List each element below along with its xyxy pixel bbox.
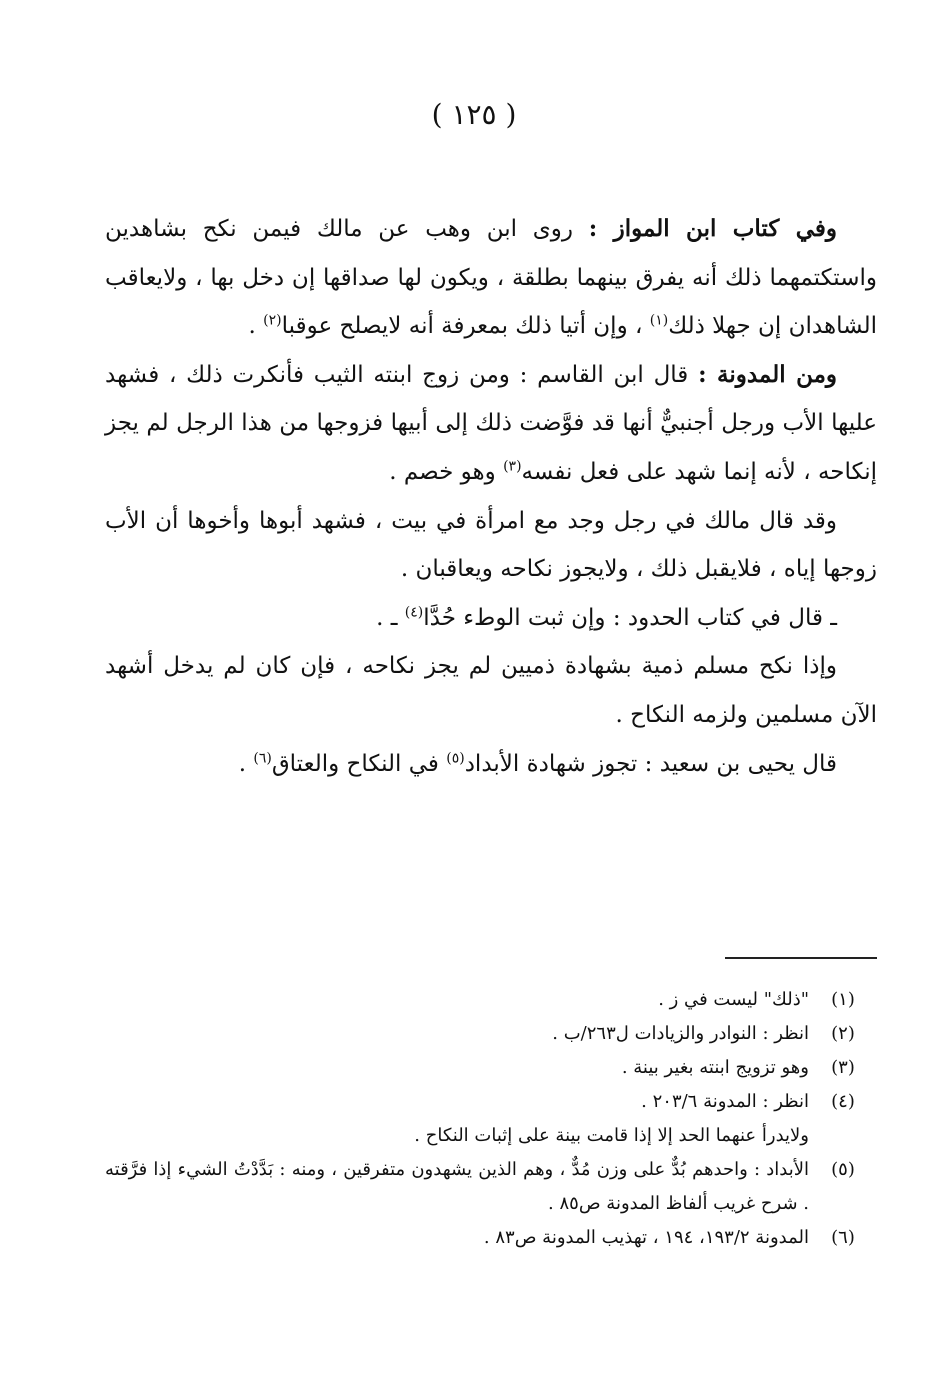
footnote-number: (٣) bbox=[831, 1057, 855, 1078]
footnote-item bbox=[105, 1051, 877, 1085]
paragraph-2 bbox=[105, 351, 877, 497]
paragraph-3: وقد قال مالك في رجل وجد مع امرأة في بيت ، فشهد أبوها وأخوها أن الأب زوجها إياه ، فلايقبل ذلك ، ولايجوز نكاحه ويعاقبان . bbox=[105, 507, 877, 583]
footnote-continuation: ولايدرأ عنهما الحد إلا إذا قامت بينة على إثبات النكاح . bbox=[414, 1125, 809, 1146]
paragraph-6 bbox=[105, 740, 877, 789]
footnote-item bbox=[105, 1085, 877, 1119]
footnote-ref: (٢) bbox=[263, 312, 282, 329]
paragraph-text: ، وإن أتيا ذلك بمعرفة أنه لايصلح عوقبا bbox=[281, 313, 650, 340]
footnote-number: (١) bbox=[831, 989, 855, 1010]
footnote-number: (٤) bbox=[831, 1091, 855, 1112]
footnote-number: (٢) bbox=[831, 1023, 855, 1044]
paragraph-text: وهو خصم . bbox=[389, 458, 504, 485]
footnote-ref: (٤) bbox=[404, 604, 424, 621]
paragraph-5: وإذا نكح مسلم ذمية بشهادة ذميين لم يجز نكاحه ، فإن كان لم يدخل أشهد الآن مسلمين ولزمه النكاح . bbox=[105, 653, 877, 728]
footnote-item bbox=[105, 1221, 877, 1255]
footnote-number: (٦) bbox=[831, 1227, 855, 1248]
paragraph-text: ـ . bbox=[376, 604, 405, 631]
page-number: ( ١٢٥ ) bbox=[431, 98, 517, 131]
footnote-text: "ذلك" ليست في ز . bbox=[658, 989, 809, 1010]
main-text bbox=[105, 205, 877, 788]
footnote-ref: (١) bbox=[649, 312, 669, 329]
paragraph-text: في النكاح والعتاق bbox=[271, 750, 447, 777]
paragraph-text: قال ابن القاسم : ومن زوج ابنته الثيب فأنكرت ذلك ، فشهد عليها الأب ورجل أجنبيٌّ أنها قد فوَّضت ذلك إلى أبيها فزوجها من هذا الرجل لم يجز إنكاحه ، لأنه إنما شهد على فعل نفسه bbox=[105, 361, 877, 485]
paragraph-text: قال يحيى بن سعيد : تجوز شهادة الأبداد bbox=[464, 750, 837, 777]
paragraph-lead: ومن المدونة : bbox=[698, 360, 838, 388]
footnote-item bbox=[105, 1017, 877, 1051]
paragraph-text: . bbox=[248, 313, 264, 340]
footnotes bbox=[105, 983, 877, 1255]
paragraph-lead: وفي كتاب ابن المواز : bbox=[588, 215, 837, 242]
paragraph-text: روى ابن وهب عن مالك فيمن نكح بشاهدين واستكتمهما ذلك أنه يفرق بينهما بطلقة ، ويكون لها صداقها إن دخل بها ، ولايعاقب الشاهدان إن جهلا ذلك bbox=[105, 216, 877, 340]
footnote-item bbox=[105, 1153, 877, 1221]
footnote-ref: (٦) bbox=[253, 749, 272, 766]
footnote-text: المدونة ١٩٣/٢، ١٩٤ ، تهذيب المدونة ص٨٣ . bbox=[483, 1227, 809, 1248]
footnote-number: (٥) bbox=[831, 1159, 855, 1180]
footnote-text: وهو تزويج ابنته بغير بينة . bbox=[621, 1057, 809, 1078]
paragraph-4 bbox=[105, 594, 877, 643]
paragraph-1 bbox=[105, 205, 877, 351]
footnote-text: الأبداد : واحدهم بُدٌّ على وزن مُدٌّ ، وهم الذين يشهدون متفرقين ، ومنه : بَدَّدْتُ الشيء إذا فرَّقته . شرح غريب ألفاظ المدونة ص٨٥ . bbox=[105, 1159, 809, 1214]
footnote-item bbox=[105, 983, 877, 1017]
paragraph-text: . bbox=[238, 750, 254, 777]
footnote-text: انظر : النوادر والزيادات ل٢٦٣/ب . bbox=[552, 1023, 809, 1044]
footnote-ref: (٥) bbox=[446, 749, 465, 766]
paragraph-text: ـ قال في كتاب الحدود : وإن ثبت الوطء حُدَّا bbox=[423, 604, 837, 631]
footnote-separator bbox=[725, 957, 877, 959]
footnote-text: انظر : المدونة ٢٠٣/٦ . bbox=[641, 1091, 809, 1112]
footnote-ref: (٣) bbox=[503, 458, 522, 475]
